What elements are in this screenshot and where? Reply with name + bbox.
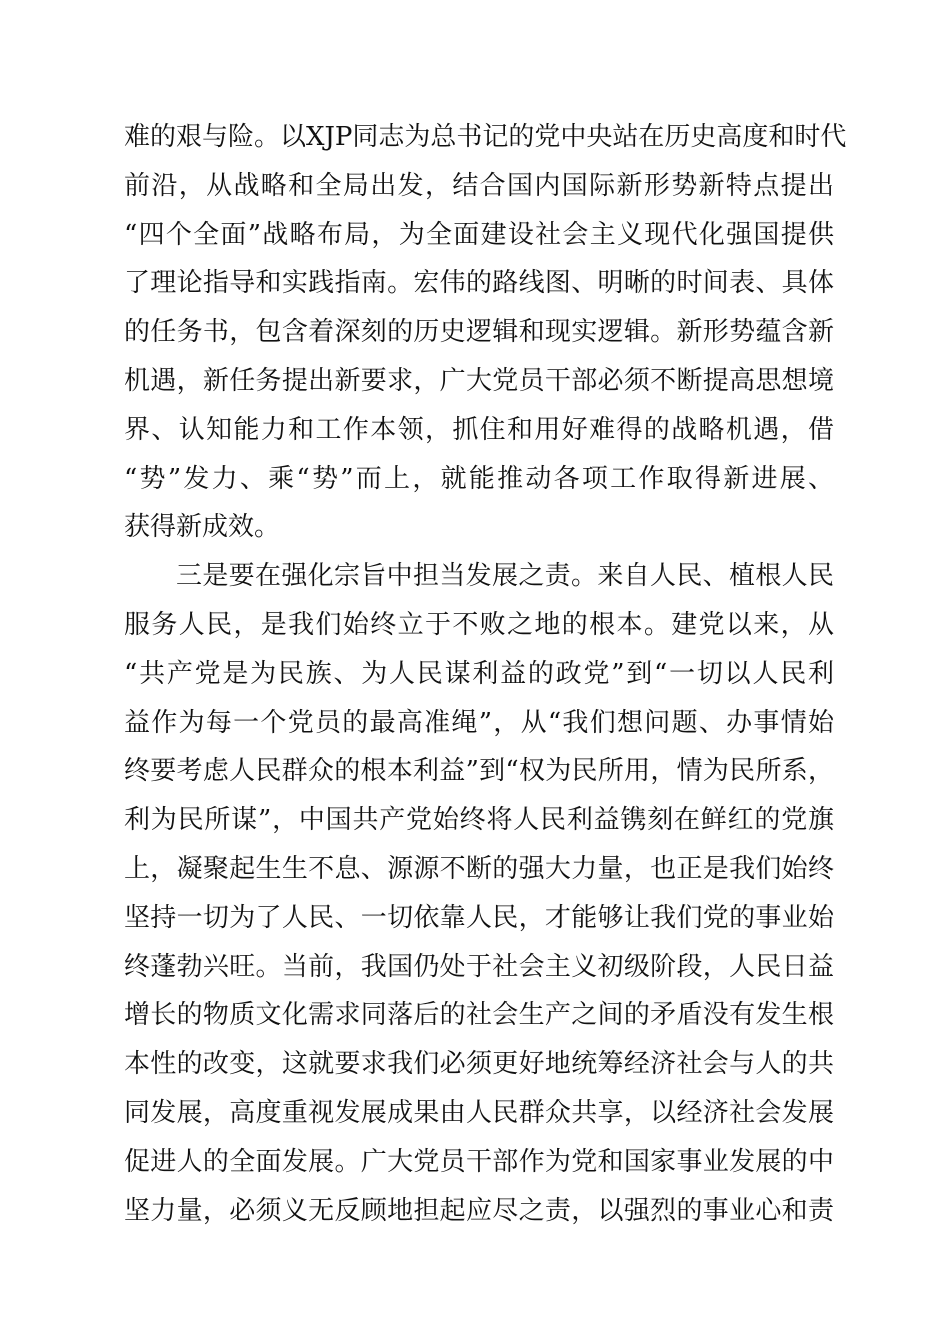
text-line: 本性的改变，这就要求我们必须更好地统筹经济社会与人的共 xyxy=(124,1049,834,1080)
text-line: 增长的物质文化需求同落后的社会生产之间的矛盾没有发生根 xyxy=(124,1000,834,1031)
text-line: “势”发力、乘“势”而上，就能推动各项工作取得新进展、 xyxy=(124,463,834,494)
text-line: 前沿，从战略和全局出发，结合国内国际新形势新特点提出 xyxy=(124,170,834,201)
text-line: 坚力量，必须义无反顾地担起应尽之责，以强烈的事业心和责 xyxy=(124,1195,834,1226)
text-line: “共产党是为民族、为人民谋利益的政党”到“一切以人民利 xyxy=(124,658,834,689)
text-line: 机遇，新任务提出新要求，广大党员干部必须不断提高思想境 xyxy=(124,365,834,396)
text-line: 坚持一切为了人民、一切依靠人民，才能够让我们党的事业始 xyxy=(124,902,834,933)
text-line: 界、认知能力和工作本领，抓住和用好难得的战略机遇，借 xyxy=(124,414,834,445)
text-line: 了理论指导和实践指南。宏伟的路线图、明晰的时间表、具体 xyxy=(124,268,834,299)
text-line: 上，凝聚起生生不息、源源不断的强大力量，也正是我们始终 xyxy=(124,853,834,884)
text-line: 的任务书，包含着深刻的历史逻辑和现实逻辑。新形势蕴含新 xyxy=(124,317,834,348)
text-line: 利为民所谋”，中国共产党始终将人民利益镌刻在鲜红的党旗 xyxy=(124,805,834,836)
text-line: 终要考虑人民群众的根本利益”到“权为民所用，情为民所系， xyxy=(124,756,834,787)
text-line: 服务人民，是我们始终立于不败之地的根本。建党以来，从 xyxy=(124,609,834,640)
text-line: 难的艰与险。以XJP同志为总书记的党中央站在历史高度和时代 xyxy=(124,122,847,152)
text-line: 益作为每一个党员的最高准绳”，从“我们想问题、办事情始 xyxy=(124,707,834,738)
text-line: 终蓬勃兴旺。当前，我国仍处于社会主义初级阶段，人民日益 xyxy=(124,951,834,982)
text-line: 获得新成效。 xyxy=(124,512,281,543)
body-text xyxy=(124,113,847,1235)
text-line: 促进人的全面发展。广大党员干部作为党和国家事业发展的中 xyxy=(124,1146,834,1177)
text-line: “四个全面”战略布局，为全面建设社会主义现代化强国提供 xyxy=(124,219,834,250)
text-line: 同发展，高度重视发展成果由人民群众共享，以经济社会发展 xyxy=(124,1097,834,1128)
paragraph-first-line: 三是要在强化宗旨中担当发展之责。来自人民、植根人民 xyxy=(176,561,834,592)
